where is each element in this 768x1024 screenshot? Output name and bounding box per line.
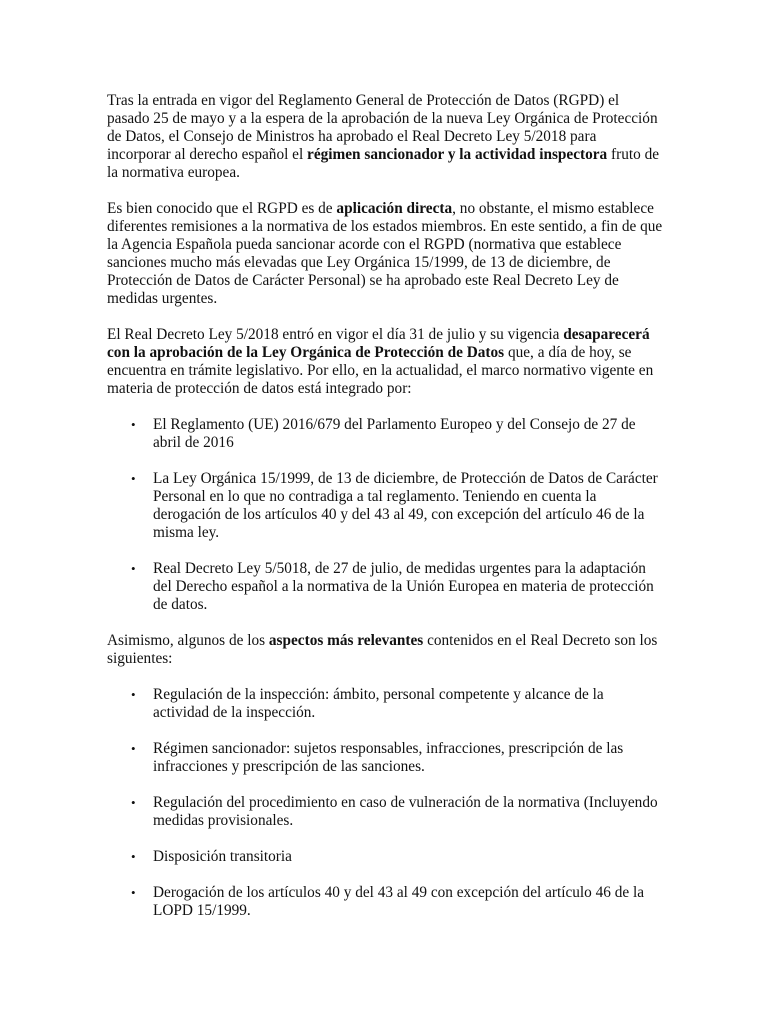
list-item [131,794,663,830]
bullet-icon: • [131,687,136,702]
bullet-icon: • [131,885,136,900]
text-run: El Real Decreto Ley 5/2018 entró en vigor el día 31 de julio y su vigencia [107,326,564,343]
list-item-text: Régimen sancionador: sujetos responsables, infracciones, prescripción de las infracciones y prescripción de las sanciones. [153,740,624,775]
bold-run: régimen sancionador y la actividad inspectora [307,146,608,163]
list-item [131,560,663,614]
list-item [131,848,663,866]
aspectos-list [107,686,663,920]
normativa-list [107,416,663,614]
text-run: contenidos en el Real Decreto son los siguientes: [107,632,658,667]
list-item [131,884,663,920]
list-item-text: Regulación de la inspección: ámbito, personal competente y alcance de la actividad de la inspección. [153,686,604,721]
list-item [131,740,663,776]
paragraph-aspectos [107,632,663,668]
text-run: que, a día de hoy, se encuentra en trámite legislativo. Por ello, en la actualidad, el marco normativo vigente en materia de protección de datos está integrado por: [107,344,654,397]
list-item [131,416,663,452]
list-item [131,686,663,722]
bullet-icon: • [131,849,136,864]
bold-run: aspectos más relevantes [268,632,424,649]
bullet-icon: • [131,417,136,432]
bold-run: desaparecerá con la aprobación de la Ley Orgánica de Protección de Datos [107,326,650,361]
document-body [107,92,663,938]
list-item [131,470,663,542]
paragraph-vigencia [107,326,663,398]
bullet-icon: • [131,795,136,810]
list-item-text: Real Decreto Ley 5/5018, de 27 de julio, de medidas urgentes para la adaptación del Derecho español a la normativa de la Unión Europea en materia de protección de datos. [153,560,654,613]
list-item-text: La Ley Orgánica 15/1999, de 13 de diciembre, de Protección de Datos de Carácter Personal en lo que no contradiga a tal reglamento. Teniendo en cuenta la derogación de los artículos 40 y del 43 al 49, con excepción del artículo 46 de la misma ley. [153,470,658,541]
paragraph-rgpd [107,200,663,308]
bold-run: aplicación directa [336,200,453,217]
bullet-icon: • [131,741,136,756]
text-run: Asimismo, algunos de los [107,632,269,649]
list-item-text: Disposición transitoria [153,848,292,865]
paragraph-intro [107,92,663,182]
text-run: Tras la entrada en vigor del Reglamento General de Protección de Datos (RGPD) el pasado 25 de mayo y a la espera de la aprobación de la nueva Ley Orgánica de Protección de Datos, el Consejo de Ministros ha aprobado el Real Decreto Ley 5/2018 para incorporar al derecho español el [107,92,658,163]
text-run: Es bien conocido que el RGPD es de [107,200,337,217]
list-item-text: Regulación del procedimiento en caso de vulneración de la normativa (Incluyendo medidas provisionales. [153,794,658,829]
text-run: , no obstante, el mismo establece diferentes remisiones a la normativa de los estados miembros. En este sentido, a fin de que la Agencia Española pueda sancionar acorde con el RGPD (normativa que establece sanciones mucho más elevadas que Ley Orgánica 15/1999, de 13 de diciembre, de Protección de Datos de Carácter Personal) se ha aprobado este Real Decreto Ley de medidas urgentes. [107,200,663,307]
list-item-text: El Reglamento (UE) 2016/679 del Parlamento Europeo y del Consejo de 27 de abril de 2016 [153,416,636,451]
text-run: fruto de la normativa europea. [107,146,660,181]
bullet-icon: • [131,561,136,576]
list-item-text: Derogación de los artículos 40 y del 43 al 49 con excepción del artículo 46 de la LOPD 15/1999. [153,884,645,919]
bullet-icon: • [131,471,136,486]
